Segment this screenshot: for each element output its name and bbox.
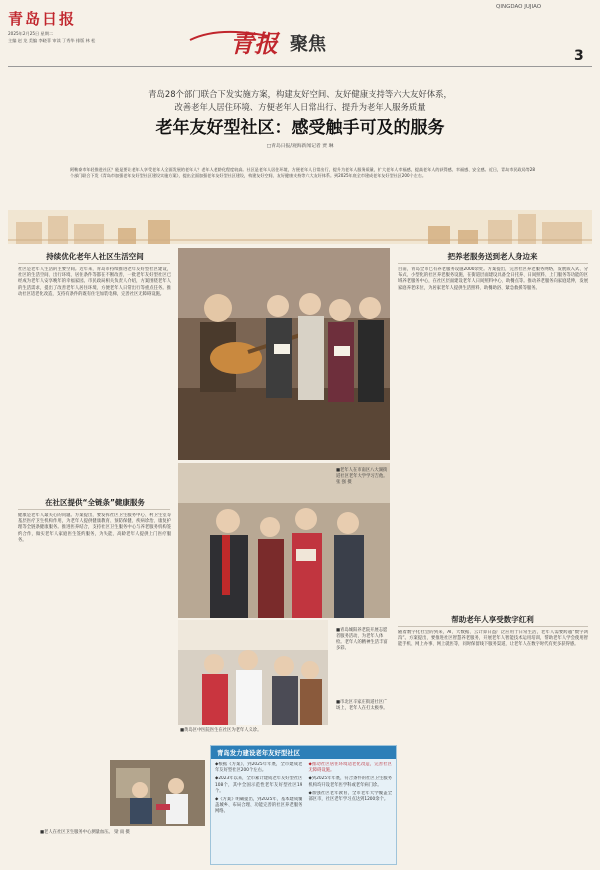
page-number: 3 [574,48,584,64]
panel-item-4: ◆推动社区居住环境适老化改造，完善社区无障碍设施。 [308,762,392,774]
section-2-title: 在社区提供“全链条”健康服务 [45,498,145,507]
panel-item-1: ◆根据《方案》，到2025年年底，全市建成老年友好型社区200个左右。 [215,762,303,774]
panel-item-2: ◆2023年以来，全市累计建成老年友好型社区108个，其中全国示范性老年友好型社区19个。 [215,776,303,794]
section-2-body: 健康是老年人最关心的问题。方案提出，要发挥社区卫生服务中心、村卫生室等基层医疗卫生机构作用，为老年人提供健康教育、预防保健、疾病诊治、康复护理等全链条健康服务。推进医养结合，支持社区卫生服务中心与养老服务机构签约合作，做实老年人家庭医生签约服务，为失能、高龄老年人提供上门医疗服务。 [18,513,171,543]
headline-kicker: 青岛28个部门联合下发实施方案，构建友好空间、友好健康支持等六大友好体系， [148,89,452,99]
editor-credits: 主编 赵 龙 美编 李晓菲 审读 丁秀华 排版 林 松 [8,38,96,43]
caption-4: ■市北区辛家庄街道社区广场上，老年人在打太极拳。 [336,700,388,711]
panel-item-3: ◆《方案》明确提出，到2025年，基本建成覆盖城乡、布局合理、功能完善的社区养老服务网络。 [215,797,303,815]
photo-square-exercise [331,660,391,661]
section-4-rule [398,626,588,627]
section-1-rule [18,263,170,264]
caption-1: ■老年人在市南区八大湖街道社区老年大学学习吉他。 张 强 摄 [336,468,388,485]
section-4-body: 随着数字化社会的到来，AI、大数据、云计算日益广泛应用于日常生活，老年人需要跨越“数字鸿沟”。方案提出，要推进社区智慧养老服务，开展老年人智能技术运用培训，帮助老年人学会使用智能手机、网上办事、网上就医等，同时保留线下服务渠道，让老年人在数字时代有更多获得感。 [398,630,588,648]
section-3-title: 把养老服务送到老人身边来 [447,252,538,261]
masthead [0,0,600,72]
caption-5: ■老人在社区卫生服务中心测量血压。 梁 雨 摄 [40,830,130,835]
newspaper-logo: 青岛日报 [8,10,77,28]
section-3-rule [398,263,588,264]
info-panel [210,745,397,865]
headline-kicker-line2: 改善老年人居住环境、方便老年人日常出行、提升为老年人服务质量 [174,102,426,112]
panel-item-6: ◆加强社区老年教育，全市老年大学覆盖全部区市，社区老年学习点达到1200余个。 [308,790,392,803]
section-name-dark: 聚焦 [290,34,326,55]
photo-volunteers [178,463,390,618]
caption-2: ■青岛城阳养老院开展志愿者服务活动，为老年人体检。老年人的精神生活丰富多彩。 [336,628,388,651]
section-1-title: 持续优化老年人社区生活空间 [46,252,144,261]
photo-clinic [178,620,328,725]
photo-guitar-class [178,248,390,460]
issue-date: 2025年2月25日 星期二 [8,31,54,36]
section-name-red: 青报 [230,29,278,58]
byline: □青岛日报/观海新闻记者 贾 琳 [266,144,334,149]
community-illustration [8,210,592,244]
section-3-body: 目前，青岛全市已有养老服务设施2000余处。方案提出，完善社区养老服务网络，发展嵌入式、分布式、小型化的社区养老服务设施，在街道层面建设具备全日托养、日间照料、上门服务等功能的区域养老服务中心，在社区层面建设老年人日间照料中心、助餐点等。推动养老服务向家庭延伸，发展家庭养老床位，为居家老年人提供生活照料、助餐助浴、紧急救援等服务。 [398,267,588,291]
section-4-title: 帮助老年人享受数字红利 [451,615,534,624]
top-right-label: QINGDAO JUJIAO [496,4,542,10]
caption-3: ■黄岛区中医院医生在社区为老年人义诊。 [180,728,262,733]
info-panel-title: 青岛发力建设老年友好型社区 [211,746,396,759]
masthead-rule [8,66,592,67]
panel-item-5: ◆到2025年年底，符合条件的社区卫生服务机构均开设老年医学科或老年病门诊。 [308,776,392,788]
section-1-body: 社区是老年人生活的主要空间。近年来，青岛市持续推进老年友好型社区建设，社区的生活空间、出行环境、居住条件等都在不断改善，一批老年友好型社区已经成为老年人安享晚年的幸福家园。市民政局相关负责人介绍，方案围绕老年人的生活需求，提出了改善老年人居住环境、方便老年人日常出行等重点任务。推动社区适老化改造，支持有条件的既有住宅加装电梯，完善社区无障碍设施。 [18,267,171,297]
headline-block [0,88,600,149]
lead-paragraph: 阿勒泰市年轻推进社区？能是要让老年人享受老年人全面发展的老年人？老年人老龄化程度较高。社区是老年人居住环境，方便老年人日常出行，提升为老年人服务质量，扩大老年人幸福感，提高老年人的获得感、幸福感、安全感。近日，青岛市民政局等28个部门联合下发《青岛市加强老年友好型社区建设实施方案》，提出全面加强老年友好型社区建设，构建友好空间、友好健康支持等六大友好体系。到2025年底全市建成老年友好型社区200个左右。 [70,167,535,179]
main-headline: 老年友好型社区：感受触手可及的服务 [155,118,445,138]
section-2-rule [18,509,170,510]
photo-blood-pressure [110,760,205,826]
